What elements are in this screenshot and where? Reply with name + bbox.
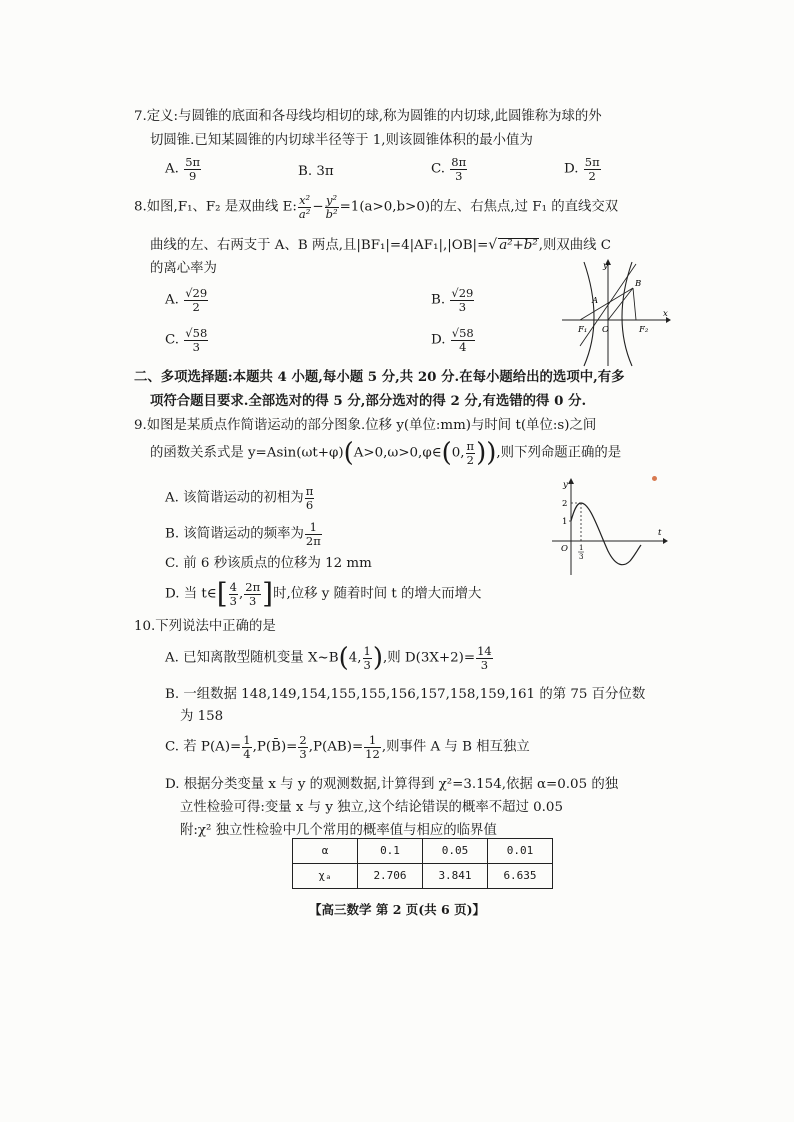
section2-line2: 项符合题目要求.全部选对的得 5 分,部分选对的得 2 分,有选错的得 0 分. <box>150 393 587 409</box>
q7-option-a: A. $\frac{5\pi}{9}$ <box>165 155 201 183</box>
q9-fig-tick-1: 1 <box>562 517 568 527</box>
table-cell: χₐ <box>293 864 358 889</box>
q9-option-c: C. 前 6 秒该质点的位移为 12 mm <box>165 556 372 571</box>
table-cell: 0.05 <box>423 839 488 864</box>
q10-option-d-line1: D. 根据分类变量 x 与 y 的观测数据,计算得到 χ²=3.154,依据 α=0.05 的独 <box>165 777 619 792</box>
q10-option-a: A. 已知离散型随机变量 X~B(4, $\frac{1}{3}$ ),则 D(3X+2)= $\frac{14}{3}$ <box>165 643 492 674</box>
q10-appendix: 附:χ² 独立性检验中几个常用的概率值与相应的临界值 <box>180 823 497 838</box>
q8-option-c: C. $\frac{√58}{3}$ <box>165 326 208 354</box>
q9-line2: 的函数关系式是 y=Asin(ωt+φ)(A>0,ω>0,φ∈(0, $\frac{\pi}{2}$ )),则下列命题正确的是 <box>150 438 622 469</box>
q10-option-d-line2: 立性检验可得:变量 x 与 y 独立,这个结论错误的概率不超过 0.05 <box>180 800 563 815</box>
q9-fig-t-label: t <box>658 528 662 538</box>
q9-option-b: B. 该简谐运动的频率为 $\frac{1}{2\pi}$ <box>165 520 321 548</box>
q8-option-a: A. $\frac{√29}{2}$ <box>165 286 208 314</box>
q10-option-c: C. 若 P(A)= $\frac{1}{4}$ ,P(B̄)= $\frac{2}{3}$ ,P(AB)= $\frac{1}{12}$ ,则事件 A 与 B 相互独立 <box>165 733 530 761</box>
q9-option-a: A. 该简谐运动的初相为 $\frac{\pi}{6}$ <box>165 484 314 512</box>
q8-fig-x-label: x <box>663 309 668 319</box>
q8-option-d: D. $\frac{√58}{4}$ <box>431 326 474 354</box>
table-row <box>293 839 553 864</box>
page-footer: 【高三数学 第 2 页(共 6 页)】 <box>309 902 485 917</box>
table-cell: 0.01 <box>488 839 553 864</box>
section2-line1: 二、多项选择题:本题共 4 小题,每小题 5 分,共 20 分.在每小题给出的选项中,有多 <box>134 369 625 385</box>
critical-value-table <box>292 838 553 889</box>
q7-option-b: B. 3π <box>298 164 334 179</box>
q8-line3: 的离心率为 <box>150 261 217 276</box>
q9-fig-y-label: y <box>563 480 568 490</box>
q7-a-frac: $\frac{5\pi}{9}$ <box>185 155 201 183</box>
table-cell: 0.1 <box>358 839 423 864</box>
q9-option-d: D. 当 t∈[ $\frac{4}{3}$ , $\frac{2\pi}{3}$ ]时,位移 y 随着时间 t 的增大而增大 <box>165 577 482 610</box>
q10-option-b-line2: 为 158 <box>180 709 224 724</box>
q9-fig-third-num: 1 <box>579 544 584 552</box>
q7-option-c: C. $\frac{8\pi}{3}$ <box>431 155 467 183</box>
q8-fig-f2-label: F₂ <box>639 325 649 335</box>
q9-fig-origin-label: O <box>561 544 568 554</box>
q9-fig-tick-2: 2 <box>562 499 568 509</box>
table-cell: 6.635 <box>488 864 553 889</box>
q8-hyperbola-figure <box>560 258 672 368</box>
q8-option-b: B. $\frac{√29}{3}$ <box>431 286 474 314</box>
q7-line2: 切圆锥.已知某圆锥的内切球半径等于 1,则该圆锥体积的最小值为 <box>150 133 533 148</box>
table-cell: 2.706 <box>358 864 423 889</box>
table-row <box>293 864 553 889</box>
q8-fig-a-label: A <box>592 296 599 306</box>
q9-sine-figure <box>550 477 670 577</box>
q8-fig-b-label: B <box>635 279 642 289</box>
q8-fig-o-label: O <box>602 325 609 335</box>
q8-line2: 曲线的左、右两支于 A、B 两点,且|BF₁|=4|AF₁|,|OB|=√ a²+b²,则双曲线 C <box>150 237 612 253</box>
q8-fig-f1-label: F₁ <box>578 325 588 335</box>
table-cell: α <box>293 839 358 864</box>
table-cell: 3.841 <box>423 864 488 889</box>
q9-fig-third-den: 3 <box>579 553 584 561</box>
q8-line1: 8.如图,F₁、F₂ 是双曲线 E: $\frac{\text{x²}}{\text{a²}}$ − $\frac{\text{y²}}{\text{b²}}$ =1(a>0,b>0)的左、右焦点,过 F₁ 的直线交双 <box>134 193 619 221</box>
q7-line1: 7.定义:与圆锥的底面和各母线均相切的球,称为圆锥的内切球,此圆锥称为球的外 <box>134 109 602 124</box>
q8-fig-y-label: y <box>603 261 608 271</box>
q7-option-d: D. $\frac{5\pi}{2}$ <box>564 155 600 183</box>
q10-title: 10.下列说法中正确的是 <box>134 619 276 634</box>
q10-option-b-line1: B. 一组数据 148,149,154,155,155,156,157,158,159,161 的第 75 百分位数 <box>165 687 646 702</box>
q9-line1: 9.如图是某质点作简谐运动的部分图象.位移 y(单位:mm)与时间 t(单位:s)之间 <box>134 418 597 433</box>
